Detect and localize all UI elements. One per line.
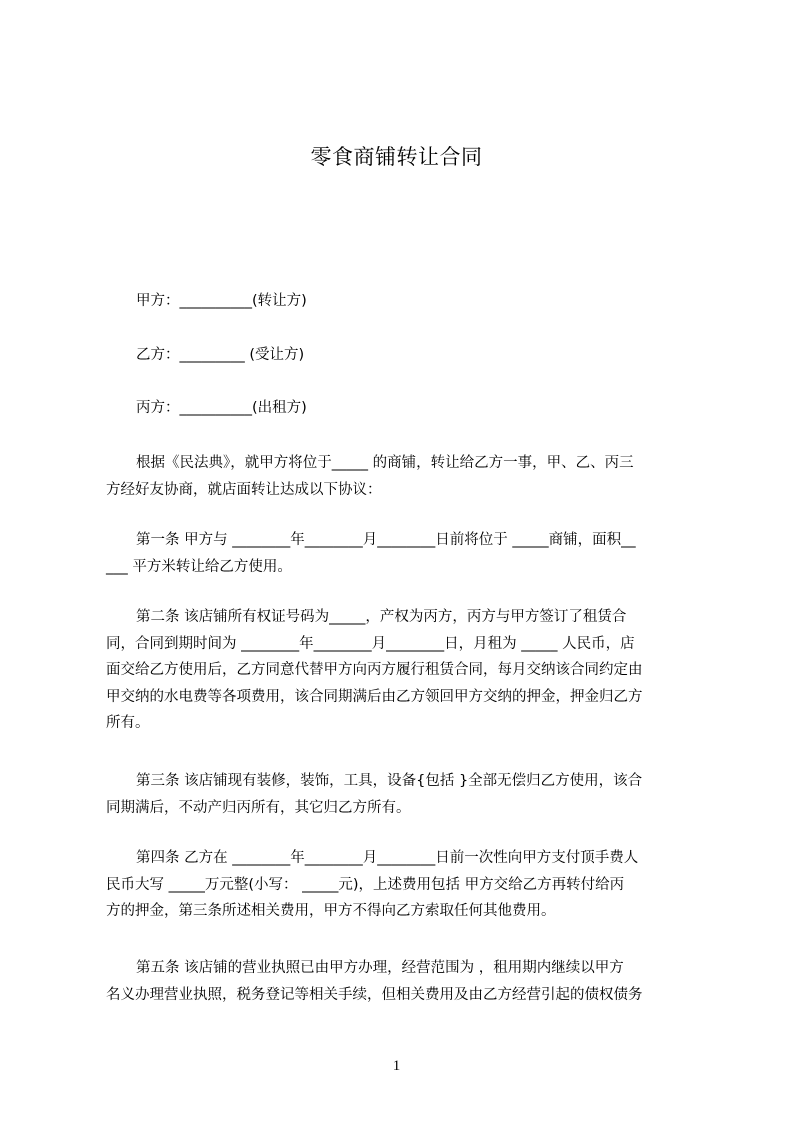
paragraph-line: 名义办理营业执照，税务登记等相关手续，但相关费用及由乙方经营引起的债权债务 [106, 986, 643, 1003]
paragraph-line: 第四条 乙方在 ________年________月________日前一次性向甲方支付顶手费人 [136, 850, 639, 866]
party-c-line: 丙方：__________(出租方) [136, 400, 307, 416]
paragraph-line: ___ 平方米转让给乙方使用。 [106, 558, 292, 575]
paragraph-line: 同期满后，不动产归丙所有，其它归乙方所有。 [106, 799, 411, 816]
article-4-paragraph [106, 845, 706, 925]
paragraph-line: 面交给乙方使用后，乙方同意代替甲方向丙方履行租赁合同，每月交纳该合同约定由 [106, 662, 643, 679]
paragraph-line: 同，合同到期时间为 ________年________月________日，月租为 _____ 人民币，店 [106, 635, 635, 652]
document-title: 零食商铺转让合同 [310, 145, 483, 169]
paragraph-line: 方经好友协商，就店面转让达成以下协议： [106, 481, 382, 498]
article-2-paragraph [106, 604, 706, 737]
page-number: 1 [392, 1058, 401, 1074]
article-3-paragraph [106, 768, 706, 821]
article-1-paragraph [106, 527, 706, 580]
party-b-line: 乙方：_________ (受让方) [136, 347, 305, 363]
paragraph-line: 第五条 该店铺的营业执照已由甲方办理，经营范围为 ，租用期内继续以甲方 [136, 960, 624, 976]
paragraph-line: 第二条 该店铺所有权证号码为_____，产权为丙方，丙方与甲方签订了租赁合 [136, 609, 627, 625]
paragraph-line: 第三条 该店铺现有装修，装饰，工具，设备{包括 }全部无偿归乙方使用，该合 [136, 773, 643, 789]
paragraph-line: 第一条 甲方与 ________年________月________日前将位于 _____商铺，面积__ [136, 532, 636, 548]
paragraph-line: 民币大写 _____万元整(小写： _____元)，上述费用包括 甲方交给乙方再转付给丙 [106, 876, 625, 893]
paragraph-line: 方的押金，第三条所述相关费用，甲方不得向乙方索取任何其他费用。 [106, 903, 556, 920]
article-5-paragraph [106, 955, 706, 1008]
paragraph-line: 根据《民法典》，就甲方将位于_____ 的商铺，转让给乙方一事，甲、乙、丙三 [136, 455, 634, 471]
paragraph-line: 所有。 [106, 715, 150, 732]
intro-paragraph [106, 450, 706, 503]
party-a-line: 甲方：__________(转让方) [136, 293, 307, 309]
paragraph-line: 甲交纳的水电费等各项费用，该合同期满后由乙方领回甲方交纳的押金，押金归乙方 [106, 688, 643, 705]
